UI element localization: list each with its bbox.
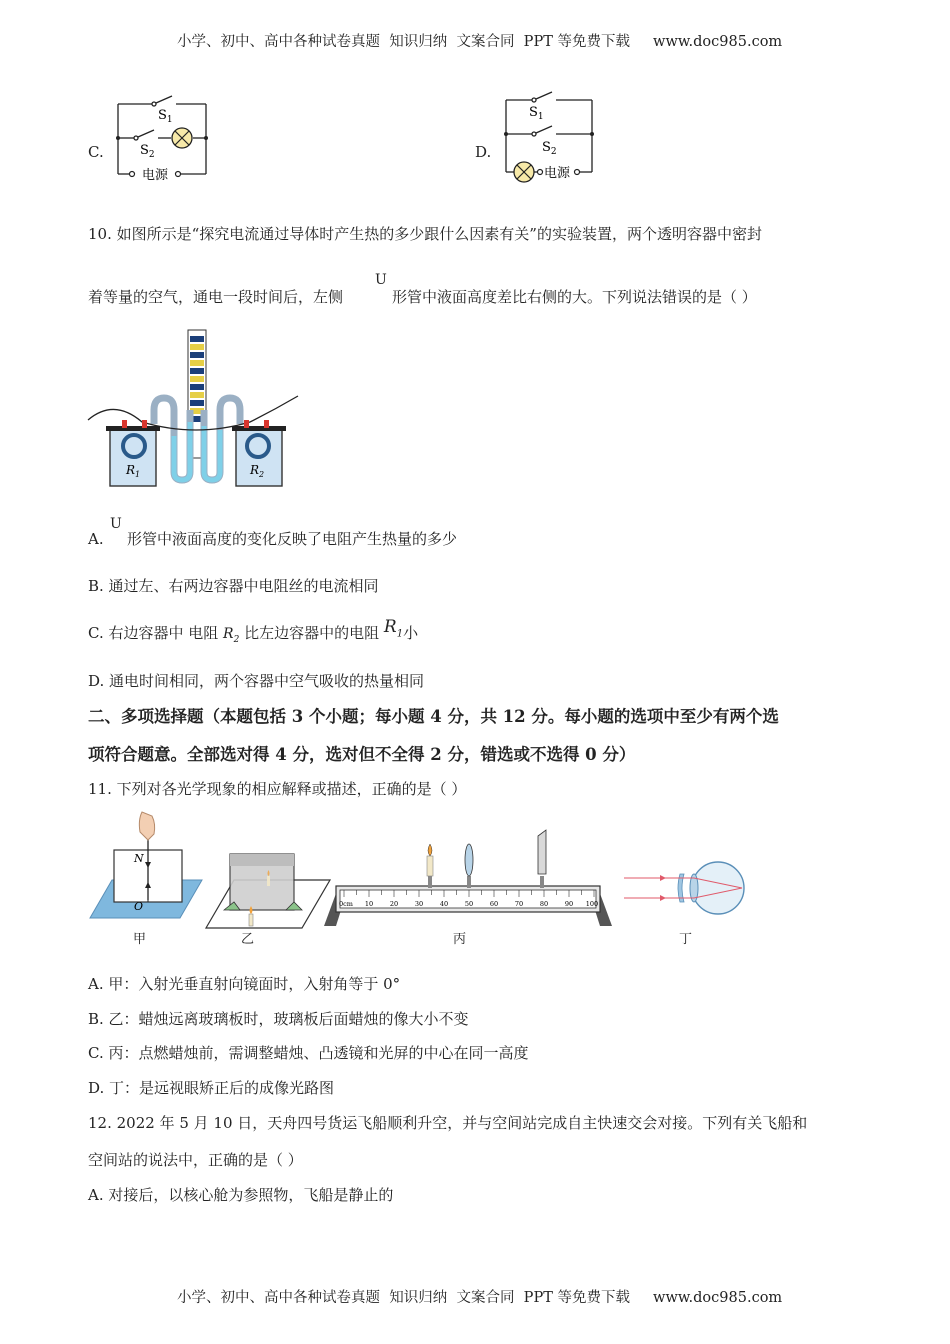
normal-label: N bbox=[134, 852, 144, 865]
tick-label: 0cm bbox=[339, 900, 353, 908]
r2-symbol: $R_2$ bbox=[223, 626, 240, 645]
point-o-label: O bbox=[134, 900, 144, 913]
tick-label: 80 bbox=[539, 900, 549, 908]
joule-heating-apparatus bbox=[84, 326, 309, 492]
q11-option-c: C. 丙：点燃蜡烛前，需调整蜡烛、凸透镜和光屏的中心在同一高度 bbox=[88, 1044, 529, 1062]
q12-stem-line1: 12. 2022 年 5 月 10 日，天舟四号货运飞船顺利升空，并与空间站完成自主快速交会对接。下列有关飞船和 bbox=[88, 1114, 808, 1132]
q11-option-b: B. 乙：蜡烛远离玻璃板时，玻璃板后面蜡烛的像大小不变 bbox=[88, 1010, 469, 1028]
switch-s2-label: $S_2$ bbox=[542, 140, 557, 157]
tick-label: 50 bbox=[464, 900, 474, 908]
power-label: 电源 bbox=[142, 168, 169, 183]
q10-stem-line2b: 形管中液面高度差比右侧的大。下列说法错误的是（ ） bbox=[392, 288, 757, 306]
tick-label: 30 bbox=[414, 900, 424, 908]
q10-u-symbol: U bbox=[375, 272, 387, 288]
q12-option-a: A. 对接后，以核心舱为参照物，飞船是静止的 bbox=[88, 1186, 394, 1204]
q10-u-symbol-a: U bbox=[110, 516, 122, 532]
q9-option-d-label: D. bbox=[475, 143, 492, 161]
q10-option-c-part1: C. 右边容器中 电阻 bbox=[88, 624, 219, 642]
tick-label: 20 bbox=[389, 900, 399, 908]
q10-stem-line2a: 着等量的空气，通电一段时间后，左侧 bbox=[88, 288, 344, 306]
figure-yi-glass-plate bbox=[204, 848, 334, 932]
figure-label-bing: 丙 bbox=[453, 932, 467, 947]
page-header bbox=[0, 14, 950, 51]
q10-option-a-label: A. bbox=[88, 530, 104, 548]
scale-stripes bbox=[190, 336, 204, 422]
q10-option-c-part3: 小 bbox=[403, 624, 419, 642]
page-footer bbox=[0, 1270, 950, 1307]
resistor-r1-label: $R_1$ bbox=[126, 463, 141, 479]
switch-s1-label: $S_1$ bbox=[158, 108, 173, 125]
figure-label-jia: 甲 bbox=[133, 932, 147, 947]
tick-label: 10 bbox=[364, 900, 374, 908]
header-url: www.doc985.com bbox=[653, 34, 783, 50]
power-label: 电源 bbox=[544, 166, 571, 181]
r1-symbol: $R_1$ bbox=[383, 617, 404, 640]
figure-label-ding: 丁 bbox=[679, 932, 693, 947]
section2-title-line1: 二、多项选择题（本题包括 3 个小题；每小题 4 分，共 12 分。每小题的选项中至少有两个选 bbox=[88, 707, 779, 726]
q11-stem: 11. 下列对各光学现象的相应解释或描述，正确的是（ ） bbox=[88, 780, 467, 798]
figure-bing-optical-bench bbox=[318, 826, 618, 930]
q10-stem-line1: 10. 如图所示是“探究电流通过导体时产生热的多少跟什么因素有关”的实验装置，两个透明容器中密封 bbox=[88, 225, 762, 243]
q10-option-d: D. 通电时间相同，两个容器中空气吸收的热量相同 bbox=[88, 672, 425, 690]
footer-text: 小学、初中、高中各种试卷真题 知识归纳 文案合同 PPT 等免费下载 bbox=[177, 1290, 630, 1306]
q12-stem-line2: 空间站的说法中，正确的是（ ） bbox=[88, 1151, 303, 1169]
footer-url: www.doc985.com bbox=[653, 1290, 783, 1306]
section2-title-line2: 项符合题意。全部选对得 4 分，选对但不全得 2 分，错选或不选得 0 分） bbox=[88, 745, 636, 764]
q10-option-c bbox=[88, 617, 419, 650]
switch-s2-label: $S_2$ bbox=[140, 143, 155, 160]
resistor-r2-label: $R_2$ bbox=[250, 463, 265, 479]
q11-option-d: D. 丁：是远视眼矫正后的成像光路图 bbox=[88, 1079, 335, 1097]
circuit-diagram-c bbox=[108, 88, 218, 186]
figure-label-yi: 乙 bbox=[241, 932, 255, 947]
tick-label: 90 bbox=[564, 900, 574, 908]
q11-option-a: A. 甲：入射光垂直射向镜面时，入射角等于 0° bbox=[88, 975, 401, 993]
circuit-diagram-d bbox=[496, 88, 606, 186]
figure-ding-eye bbox=[622, 852, 748, 928]
tick-label: 60 bbox=[489, 900, 499, 908]
q10-option-a-text: 形管中液面高度的变化反映了电阻产生热量的多少 bbox=[127, 530, 458, 548]
tick-label: 70 bbox=[514, 900, 524, 908]
q9-option-c-label: C. bbox=[88, 143, 104, 161]
tick-label: 100 bbox=[585, 900, 599, 908]
tick-label: 40 bbox=[439, 900, 449, 908]
switch-s1-label: $S_1$ bbox=[529, 105, 544, 122]
q10-option-b: B. 通过左、右两边容器中电阻丝的电流相同 bbox=[88, 577, 379, 595]
q10-option-c-part2: 比左边容器中的电阻 bbox=[244, 624, 380, 642]
header-text: 小学、初中、高中各种试卷真题 知识归纳 文案合同 PPT 等免费下载 bbox=[177, 34, 630, 50]
figure-jia-mirror bbox=[86, 810, 206, 920]
